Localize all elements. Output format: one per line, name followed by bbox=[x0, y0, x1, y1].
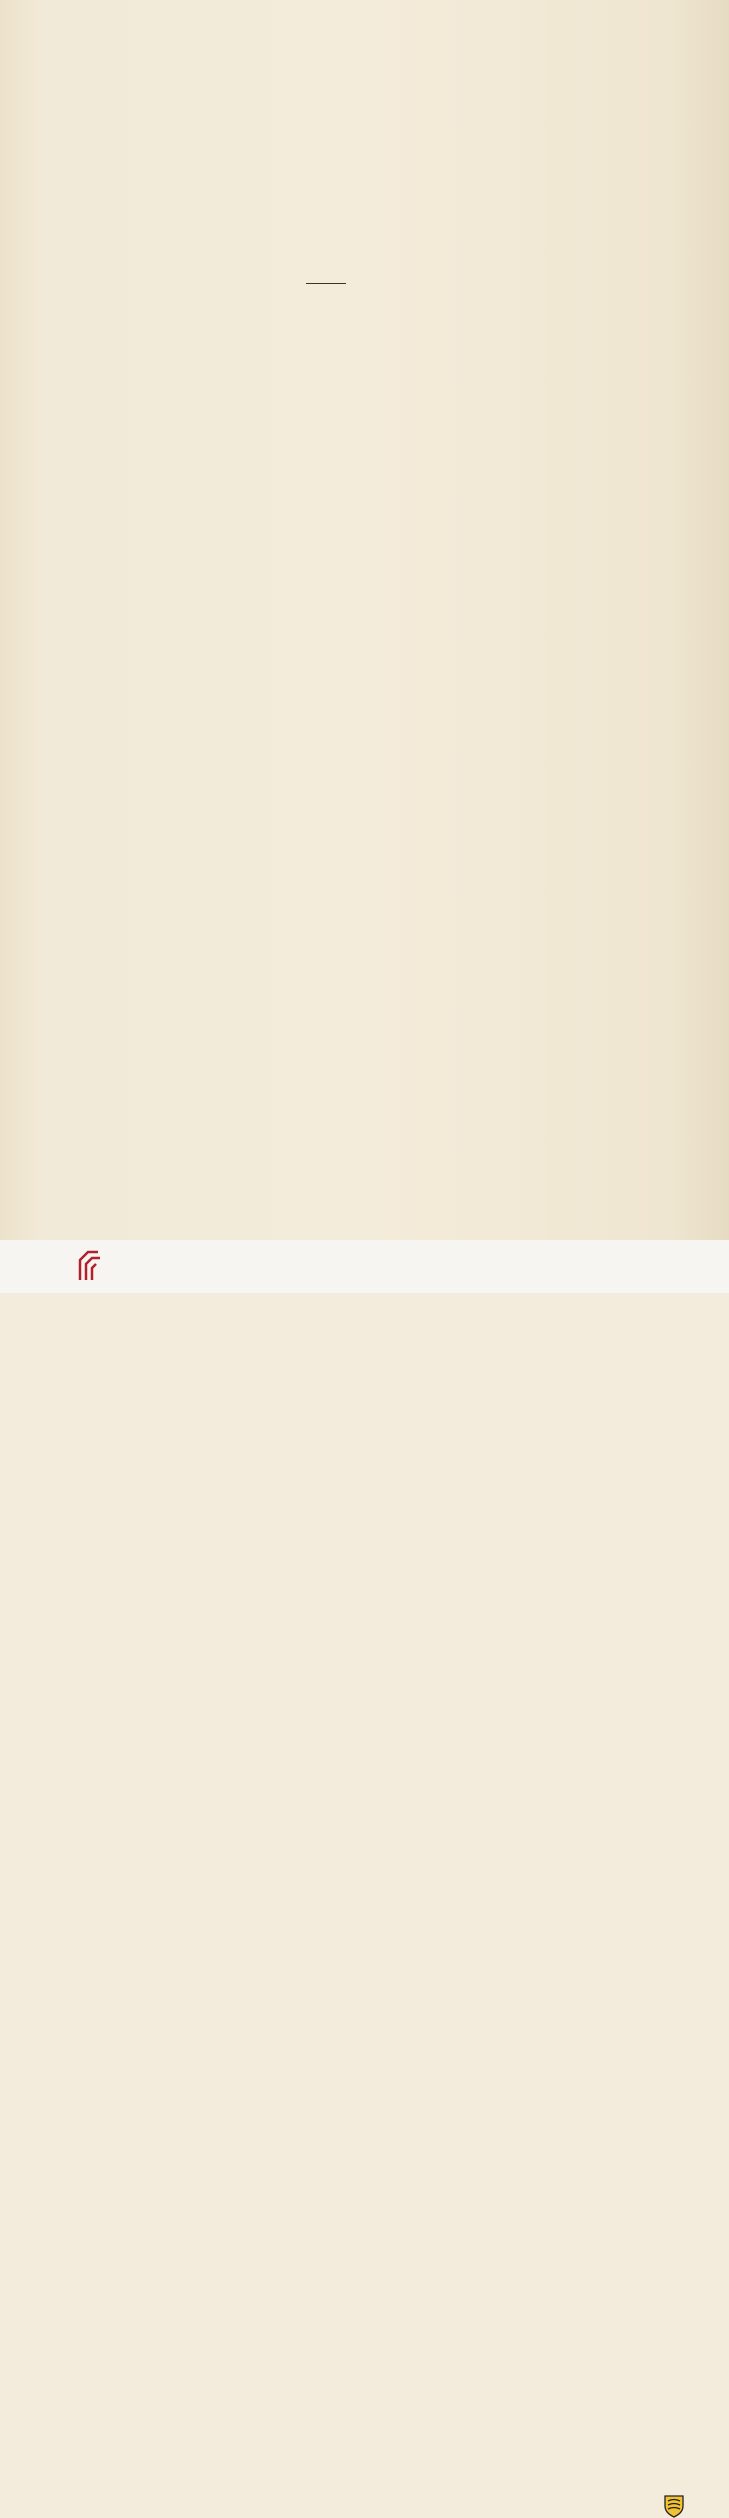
title-divider bbox=[306, 283, 346, 284]
footer-bar bbox=[0, 1240, 729, 1293]
state-crest-icon bbox=[663, 2494, 685, 2518]
library-logo-icon[interactable] bbox=[76, 1246, 102, 1282]
book-page bbox=[0, 0, 729, 1240]
